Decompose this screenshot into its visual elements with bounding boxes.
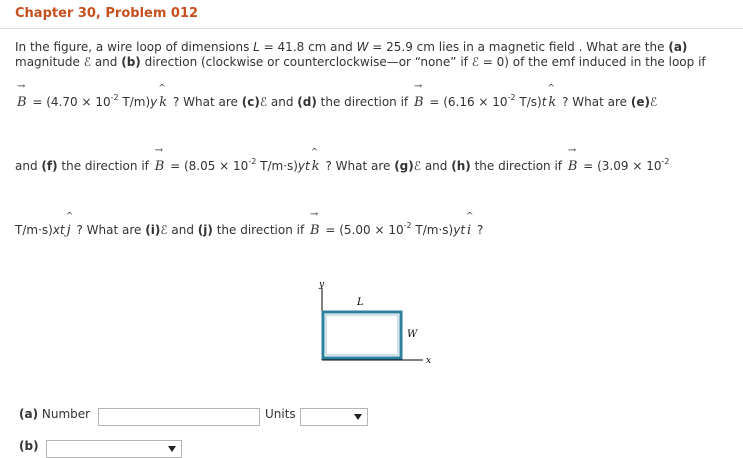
unit-vector-j	[65, 212, 74, 238]
answer-b-direction-select[interactable]	[46, 440, 182, 458]
var-k: k	[311, 159, 320, 174]
width-label: W	[407, 329, 418, 340]
vector-arrow-icon: →	[310, 209, 319, 220]
length-label: L	[357, 297, 364, 308]
answer-a-units-select[interactable]	[300, 408, 368, 426]
exponent: -2	[248, 157, 257, 166]
var-t: t	[541, 95, 547, 109]
var-B: B	[154, 159, 165, 174]
y-axis-label: y	[319, 280, 325, 290]
var-B: B	[17, 95, 27, 110]
part-b-marker: (b)	[19, 439, 39, 453]
part-c-marker: (c)	[241, 95, 260, 109]
problem-line-2	[15, 55, 706, 69]
vector-B	[308, 209, 322, 238]
text: = (5.00 × 10	[321, 223, 404, 237]
text: T/m·s)	[411, 223, 454, 237]
unit-vector-k	[157, 84, 169, 110]
vector-B	[566, 145, 580, 174]
text: = (4.70 × 10	[28, 95, 111, 109]
text: and	[15, 159, 42, 173]
x-axis-label: x	[426, 356, 432, 366]
vector-B	[412, 81, 426, 110]
part-d-marker: (d)	[297, 95, 317, 109]
part-g-marker: (g)	[394, 159, 414, 173]
text: ? What are	[558, 95, 631, 109]
text: and	[91, 55, 122, 69]
text: T/m)	[118, 95, 151, 109]
vector-arrow-icon: →	[413, 81, 423, 92]
part-b-marker: (b)	[121, 55, 141, 69]
hat-icon: ^	[310, 148, 319, 158]
text: the direction if	[316, 95, 412, 109]
emf-symbol: ℰ	[471, 55, 479, 69]
var-W: W	[356, 40, 369, 54]
answer-a-number-input[interactable]	[98, 408, 260, 426]
emf-symbol: ℰ	[259, 95, 268, 109]
part-a-marker: (a)	[19, 407, 39, 421]
text: = (3.09 × 10	[579, 159, 662, 173]
vector-arrow-icon: →	[17, 81, 26, 92]
dropdown-arrow-icon	[168, 446, 176, 452]
exponent: -2	[661, 157, 670, 166]
text: the direction if	[212, 223, 308, 237]
text: T/m·s)	[15, 223, 53, 237]
vector-B	[153, 145, 167, 174]
part-i-marker: (i)	[145, 223, 161, 237]
emf-symbol: ℰ	[413, 159, 422, 173]
answer-b-label	[19, 439, 39, 453]
vector-arrow-icon: →	[154, 145, 164, 156]
problem-line-4	[15, 145, 670, 174]
text: = (6.16 × 10	[425, 95, 508, 109]
emf-symbol: ℰ	[160, 223, 168, 237]
vector-B	[15, 81, 29, 110]
var-yt: yt	[297, 159, 310, 173]
text: the direction if	[470, 159, 566, 173]
text: the direction if	[57, 159, 153, 173]
text: = 25.9 cm lies in a magnetic field . What are the	[368, 40, 669, 54]
part-j-marker: (j)	[197, 223, 213, 237]
part-e-marker: (e)	[630, 95, 650, 109]
hat-icon: ^	[65, 212, 74, 222]
text: and	[267, 95, 298, 109]
wire-loop-inner	[326, 315, 398, 355]
var-k: k	[159, 95, 168, 110]
text: and	[167, 223, 198, 237]
problem-line-1	[15, 40, 687, 54]
text: and	[421, 159, 452, 173]
text: = 41.8 cm and	[259, 40, 357, 54]
vector-arrow-icon: →	[567, 145, 577, 156]
var-B: B	[567, 159, 578, 174]
var-y: y	[150, 95, 158, 109]
var-B: B	[413, 95, 424, 110]
var-B: B	[310, 223, 320, 238]
var-i: i	[467, 223, 472, 238]
problem-title: Chapter 30, Problem 012	[15, 6, 199, 21]
text: ? What are	[321, 159, 395, 173]
problem-line-3	[15, 81, 658, 110]
var-L: L	[253, 40, 260, 54]
text: ? What are	[72, 223, 146, 237]
part-a-marker: (a)	[668, 40, 688, 54]
hat-icon: ^	[547, 84, 555, 94]
text: In the figure, a wire loop of dimensions	[15, 40, 254, 54]
text: ?	[473, 223, 484, 237]
text: T/s)	[515, 95, 542, 109]
emf-symbol: ℰ	[83, 55, 91, 69]
hat-icon: ^	[466, 212, 474, 222]
wire-loop	[323, 312, 401, 358]
part-f-marker: (f)	[41, 159, 58, 173]
exponent: -2	[110, 93, 119, 102]
unit-vector-i	[465, 212, 474, 238]
exponent: -2	[403, 221, 412, 230]
hat-icon: ^	[158, 84, 166, 94]
unit-vector-k	[546, 84, 558, 110]
text: direction (clockwise or counterclockwise—or “none” if	[140, 55, 472, 69]
var-xt: xt	[52, 223, 65, 237]
dropdown-arrow-icon	[354, 414, 362, 420]
number-text: Number	[38, 407, 91, 421]
text: = (8.05 × 10	[166, 159, 249, 173]
emf-symbol: ℰ	[649, 95, 658, 109]
text: T/m·s)	[256, 159, 298, 173]
answer-a-label	[19, 407, 90, 421]
var-j: j	[66, 223, 71, 238]
text: = 0) of the emf induced in the loop if	[478, 55, 706, 69]
text: magnitude	[15, 55, 84, 69]
part-h-marker: (h)	[451, 159, 471, 173]
exponent: -2	[507, 93, 516, 102]
var-k: k	[548, 95, 557, 110]
var-yt: yt	[453, 223, 466, 237]
problem-line-5	[15, 209, 484, 238]
unit-vector-k	[310, 148, 322, 174]
wire-loop-figure	[305, 278, 445, 368]
text: ? What are	[169, 95, 242, 109]
units-label: Units	[265, 407, 296, 421]
title-divider	[0, 28, 743, 29]
